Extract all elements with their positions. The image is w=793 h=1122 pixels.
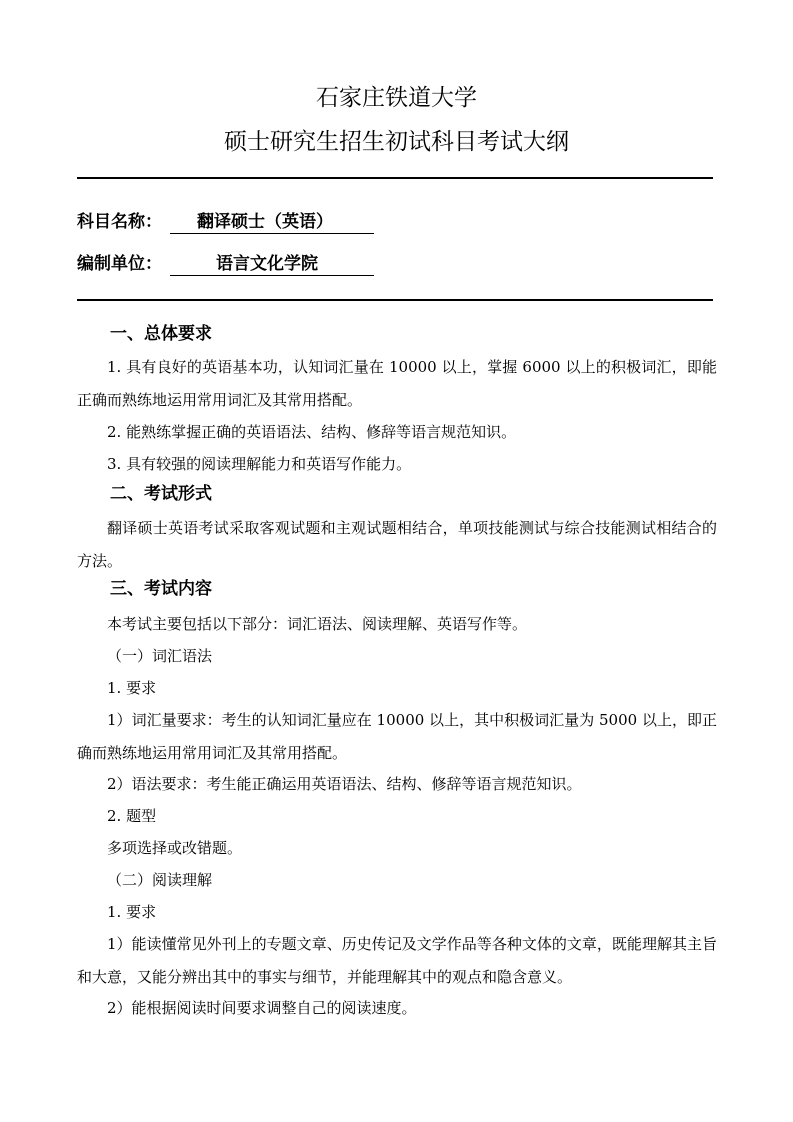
reading-requirements-label: 1. 要求 — [107, 903, 157, 921]
unit-label: 编制单位： — [77, 254, 162, 274]
top-divider — [77, 177, 713, 179]
section1-paragraph-3: 3. 具有较强的阅读理解能力和英语写作能力。 — [107, 455, 412, 473]
vocab-subsection-title: （一）词汇语法 — [107, 647, 213, 665]
vocab-requirement-1: 1）词汇量要求：考生的认知词汇量应在 10000 以上，其中积极词汇量为 5000 以上，即正确而熟练地运用常用词汇及其常用搭配。 — [77, 711, 717, 762]
reading-subsection-title: （二）阅读理解 — [107, 871, 213, 889]
vocab-type-text: 多项选择或改错题。 — [107, 839, 243, 857]
unit-row — [77, 251, 318, 277]
section3-intro: 本考试主要包括以下部分：词汇语法、阅读理解、英语写作等。 — [107, 615, 528, 633]
subject-value-field — [170, 209, 374, 234]
section2-paragraph-1: 翻译硕士英语考试采取客观试题和主观试题相结合，单项技能测试与综合技能测试相结合的方法。 — [77, 519, 717, 570]
subject-row — [77, 209, 333, 235]
unit-value: 语言文化学院 — [216, 254, 318, 274]
section1-paragraph-2: 2. 能熟练掌握正确的英语语法、结构、修辞等语言规范知识。 — [107, 423, 517, 441]
unit-value-field — [170, 251, 374, 276]
section1-heading: 一、总体要求 — [110, 324, 212, 344]
subject-label: 科目名称： — [77, 212, 162, 232]
bottom-divider — [77, 299, 713, 301]
subject-value: 翻译硕士（英语） — [197, 212, 333, 232]
section2-heading: 二、考试形式 — [110, 484, 212, 504]
vocab-type-label: 2. 题型 — [107, 807, 157, 825]
vocab-requirements-label: 1. 要求 — [107, 679, 157, 697]
section3-heading: 三、考试内容 — [110, 579, 212, 599]
section1-paragraph-1: 1. 具有良好的英语基本功，认知词汇量在 10000 以上，掌握 6000 以上的积极词汇，即能正确而熟练地运用常用词汇及其常用搭配。 — [77, 358, 717, 409]
vocab-requirement-2: 2）语法要求：考生能正确运用英语语法、结构、修辞等语言规范知识。 — [107, 775, 582, 793]
university-name: 石家庄铁道大学 — [316, 85, 477, 111]
reading-requirement-1: 1）能读懂常见外刊上的专题文章、历史传记及文学作品等各种文体的文章，既能理解其主旨和大意，又能分辨出其中的事实与细节，并能理解其中的观点和隐含意义。 — [77, 935, 717, 986]
document-title: 硕士研究生招生初试科目考试大纲 — [224, 129, 569, 155]
reading-requirement-2: 2）能根据阅读时间要求调整自己的阅读速度。 — [107, 999, 417, 1017]
